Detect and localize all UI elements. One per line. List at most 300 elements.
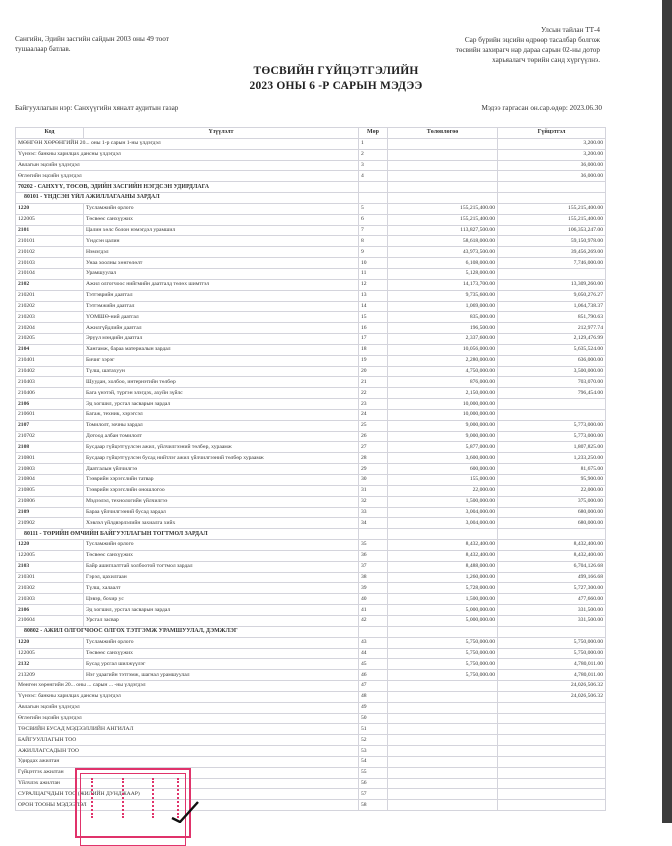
actual-cell: 636,000.00 [498,355,606,366]
table-row [16,583,606,594]
code-cell: 2103 [16,561,84,572]
table-row [16,420,606,431]
row-number-cell: 23 [359,399,388,410]
plan-cell: 58,618,000.00 [388,236,498,247]
table-body [16,138,606,810]
plan-cell: 155,215,400.00 [388,203,498,214]
actual-cell [498,767,606,778]
row-number-cell: 53 [359,746,388,757]
table-row [16,746,606,757]
code-cell: 210803 [16,464,84,475]
actual-cell [498,268,606,279]
code-cell: 210102 [16,247,84,258]
indicator-cell: Унаа хоолны хөнгөлөлт [84,258,359,269]
plan-cell [388,182,498,193]
col-header-actual: Гүйцэтгэл [498,128,606,139]
subsection-heading: 80802 - АЖИЛ ОЛГОГЧООС ОЛГОХ ТЭТГЭМЖ УРАМШУУЛАЛ, ДЭМЖЛЭГ [16,626,359,637]
actual-cell: 331,500.00 [498,605,606,616]
actual-cell: 24,026,506.32 [498,681,606,692]
approval-line-1: Сангийн, Эдийн засгийн сайдын 2003 оны 49 тоот [15,35,169,43]
indicator-cell: Цэвэр, бохир ус [84,594,359,605]
actual-cell: 680,000.00 [498,507,606,518]
plan-cell: 5,750,000.00 [388,670,498,681]
code-cell: 122005 [16,214,84,225]
row-number-cell: 10 [359,258,388,269]
actual-cell: 3,500,000.00 [498,366,606,377]
actual-cell: 5,773,000.00 [498,431,606,442]
plan-cell: 1,069,000.00 [388,301,498,312]
table-row [16,225,606,236]
actual-cell: 8,432,400.00 [498,550,606,561]
table-row [16,431,606,442]
actual-cell: 1,233,250.00 [498,453,606,464]
row-number-cell [359,529,388,540]
row-number-cell: 38 [359,572,388,583]
code-cell: 210801 [16,453,84,464]
actual-cell [498,529,606,540]
indicator-cell: ОРОН ТООНЫ МЭДЭЭЛЭЛ [16,800,359,811]
actual-cell: 8,432,400.00 [498,540,606,551]
indicator-cell: Үйлчлэх ажилтан [16,778,359,789]
table-row [16,388,606,399]
row-number-cell: 3 [359,160,388,171]
actual-cell: 36,000.00 [498,160,606,171]
code-cell: 210202 [16,301,84,312]
indicator-cell: Бичиг хэрэг [84,355,359,366]
row-number-cell: 24 [359,409,388,420]
col-header-code: Код [16,128,84,139]
plan-cell: 9,000,000.00 [388,420,498,431]
actual-cell: 703,070.00 [498,377,606,388]
indicator-cell: Авлагын эцсийн үлдэгдэл [16,702,359,713]
actual-cell: 4,780,011.00 [498,670,606,681]
code-cell: 2132 [16,659,84,670]
actual-cell: 212,977.74 [498,323,606,334]
plan-cell: 10,000,000.00 [388,409,498,420]
actual-cell: 81,675.00 [498,464,606,475]
table-row [16,702,606,713]
indicator-cell: Үүнээс: банкны харилцах дансны үлдэгдэл [16,691,359,702]
actual-cell [498,409,606,420]
row-number-cell: 33 [359,507,388,518]
code-cell: 210205 [16,334,84,345]
actual-cell: 39,456,269.00 [498,247,606,258]
plan-cell: 113,827,500.00 [388,225,498,236]
actual-cell [498,182,606,193]
code-cell: 210302 [16,583,84,594]
row-number-cell [359,193,388,204]
actual-cell: 155,215,400.00 [498,203,606,214]
code-cell: 1220 [16,203,84,214]
budget-table [15,127,606,811]
code-cell: 210601 [16,409,84,420]
actual-cell [498,724,606,735]
row-number-cell: 34 [359,518,388,529]
actual-cell [498,702,606,713]
code-cell: 210201 [16,290,84,301]
indicator-cell: Урамшуулал [84,268,359,279]
plan-cell: 600,000.00 [388,464,498,475]
table-row [16,160,606,171]
indicator-cell: Даатгалын үйлчилгээ [84,464,359,475]
row-number-cell: 2 [359,149,388,160]
actual-cell: 106,353,247.00 [498,225,606,236]
row-number-cell: 37 [359,561,388,572]
code-cell: 2102 [16,279,84,290]
indicator-cell: Эд хогшил, урсгал засварын зардал [84,605,359,616]
plan-cell [388,626,498,637]
row-number-cell: 55 [359,767,388,778]
indicator-cell: Төсвөөс санхүүжих [84,648,359,659]
code-cell: 2106 [16,399,84,410]
table-row [16,550,606,561]
col-header-plan: Төлөвлөгөө [388,128,498,139]
stamp-script-column [152,778,160,818]
indicator-cell: ТӨСВИЙН БУСАД МЭДЭЭЛЛИЙН АНГИЛАЛ [16,724,359,735]
plan-cell: 1,500,000.00 [388,594,498,605]
table-row [16,540,606,551]
title-line-2: 2023 ОНЫ 6 -Р САРЫН МЭДЭЭ [249,80,423,92]
row-number-cell: 5 [359,203,388,214]
stamp-script-column [91,778,99,818]
row-number-cell: 8 [359,236,388,247]
plan-cell: 2,150,000.00 [388,388,498,399]
plan-cell [388,713,498,724]
plan-cell [388,149,498,160]
report-date: Мэдээ гаргасан он.сар.өдөр: 2023.06.30 [481,104,602,112]
plan-cell [388,735,498,746]
row-number-cell: 14 [359,301,388,312]
row-number-cell: 17 [359,334,388,345]
code-cell: 2107 [16,420,84,431]
code-cell: 210403 [16,377,84,388]
actual-cell [498,746,606,757]
plan-cell: 1,500,000.00 [388,496,498,507]
plan-cell: 22,000.00 [388,485,498,496]
table-row [16,138,606,149]
plan-cell: 10,000,000.00 [388,399,498,410]
table-row [16,290,606,301]
code-cell: 210301 [16,572,84,583]
section-heading: 70202 - САНХҮҮ, ТӨСӨВ, ЭДИЙН ЗАСГИЙН НЭГДСЭН УДИРДЛАГА [16,182,359,193]
code-cell: 210401 [16,355,84,366]
row-number-cell: 50 [359,713,388,724]
table-row [16,377,606,388]
indicator-cell: Үүнээс: банкны харилцах дансны үлдэгдэл [16,149,359,160]
row-number-cell: 9 [359,247,388,258]
row-number-cell: 35 [359,540,388,551]
actual-cell: 3,200.00 [498,149,606,160]
indicator-cell: Тэтгэмжийн даатгал [84,301,359,312]
row-number-cell: 18 [359,344,388,355]
indicator-cell: Төсвөөс санхүүжих [84,214,359,225]
table-row [16,334,606,345]
actual-cell [498,789,606,800]
actual-cell: 5,750,000.00 [498,648,606,659]
code-cell: 122005 [16,550,84,561]
plan-cell: 5,128,000.00 [388,268,498,279]
code-cell: 210902 [16,518,84,529]
row-number-cell: 27 [359,442,388,453]
plan-cell: 5,728,000.00 [388,583,498,594]
code-cell: 2108 [16,442,84,453]
document-title [0,64,672,94]
organization-name: Байгууллагын нэр: Санхүүгийн хяналт аудитын газар [15,104,179,112]
indicator-cell: Тусламжийн орлого [84,637,359,648]
plan-cell: 155,215,400.00 [388,214,498,225]
table-row [16,648,606,659]
indicator-cell: Тусламжийн орлого [84,540,359,551]
actual-cell: 680,000.00 [498,518,606,529]
actual-cell: 2,129,476.99 [498,334,606,345]
actual-cell: 5,727,300.00 [498,583,606,594]
table-row [16,247,606,258]
row-number-cell: 52 [359,735,388,746]
table-row [16,626,606,637]
actual-cell [498,193,606,204]
plan-cell: 155,000.00 [388,475,498,486]
indicator-cell: Тээврийн хэрэгслийн татвар [84,475,359,486]
actual-cell: 22,000.00 [498,485,606,496]
actual-cell [498,399,606,410]
plan-cell: 876,000.00 [388,377,498,388]
table-row [16,735,606,746]
table-row [16,507,606,518]
plan-cell [388,681,498,692]
plan-cell: 5,750,000.00 [388,637,498,648]
actual-cell [498,626,606,637]
row-number-cell: 1 [359,138,388,149]
table-row [16,713,606,724]
row-number-cell: 46 [359,670,388,681]
table-row [16,258,606,269]
indicator-cell: Байр ашиглалттай холбоотой тогтмол зардал [84,561,359,572]
plan-cell [388,767,498,778]
table-row [16,605,606,616]
plan-cell: 5,750,000.00 [388,648,498,659]
table-header-row [16,128,606,139]
page-edge-scrollbar [662,0,672,823]
indicator-cell: Түлш, халаалт [84,583,359,594]
plan-cell: 9,000,000.00 [388,431,498,442]
row-number-cell: 42 [359,615,388,626]
actual-cell: 155,215,400.00 [498,214,606,225]
code-cell: 2104 [16,344,84,355]
row-number-cell: 48 [359,691,388,702]
row-number-cell: 49 [359,702,388,713]
table-row [16,691,606,702]
table-row [16,301,606,312]
code-cell: 2101 [16,225,84,236]
plan-cell [388,138,498,149]
row-number-cell: 4 [359,171,388,182]
row-number-cell: 47 [359,681,388,692]
actual-cell: 4,780,011.00 [498,659,606,670]
table-row [16,475,606,486]
plan-cell: 5,750,000.00 [388,659,498,670]
indicator-cell: Бусдаар гүйцэтгүүлсэн бусад нийтлэг ажил үйлчилгээний төлбөр хураамж [84,453,359,464]
code-cell: 2106 [16,605,84,616]
row-number-cell: 22 [359,388,388,399]
indicator-cell: Шуудан, холбоо, интернэтийн төлбөр [84,377,359,388]
plan-cell [388,800,498,811]
row-number-cell: 6 [359,214,388,225]
row-number-cell: 29 [359,464,388,475]
table-row [16,442,606,453]
code-cell: 2109 [16,507,84,518]
indicator-cell: Бага үнэтэй, түргэн элэгдэх, ахуйн зүйлс [84,388,359,399]
row-number-cell: 40 [359,594,388,605]
plan-cell: 835,000.00 [388,312,498,323]
indicator-cell: Үндсэн цалин [84,236,359,247]
table-row [16,214,606,225]
indicator-cell: ҮОМШӨ-ний даатгал [84,312,359,323]
plan-cell [388,160,498,171]
indicator-cell: Бусдаар гүйцэтгүүлсэн ажил, үйлчилгээний төлбөр, хураамж [84,442,359,453]
indicator-cell: Эрүүл мэндийн даатгал [84,334,359,345]
actual-cell: 59,150,978.00 [498,236,606,247]
table-row [16,323,606,334]
actual-cell: 851,790.63 [498,312,606,323]
row-number-cell [359,182,388,193]
actual-cell: 95,900.00 [498,475,606,486]
plan-cell [388,746,498,757]
indicator-cell: Дотоод албан томилолт [84,431,359,442]
row-number-cell [359,626,388,637]
actual-cell: 5,773,000.00 [498,420,606,431]
actual-cell: 5,635,524.00 [498,344,606,355]
table-row [16,453,606,464]
row-number-cell: 36 [359,550,388,561]
actual-cell: 13,309,260.00 [498,279,606,290]
plan-cell [388,171,498,182]
table-row [16,366,606,377]
table-row [16,561,606,572]
plan-cell [388,691,498,702]
row-number-cell: 12 [359,279,388,290]
table-row [16,756,606,767]
plan-cell: 10,056,000.00 [388,344,498,355]
form-note-line-1: Сар бүрийн эцсийн өдрөөр тасалбар болгож [464,36,600,44]
code-cell: 210101 [16,236,84,247]
signature-mark [170,800,200,823]
form-note [456,25,600,65]
table-row [16,149,606,160]
actual-cell: 9,050,276.27 [498,290,606,301]
table-row [16,171,606,182]
row-number-cell: 11 [359,268,388,279]
plan-cell [388,756,498,767]
col-header-row: Мөр [359,128,388,139]
table-row [16,399,606,410]
plan-cell: 14,173,700.00 [388,279,498,290]
approval-line-2: тушаалаар батлав. [15,45,71,53]
indicator-cell: Бараа үйлчилгээний бусад зардал [84,507,359,518]
plan-cell: 8,432,400.00 [388,540,498,551]
indicator-cell: Нэг удаагийн тэтгэмж, шагнал урамшуулал [84,670,359,681]
row-number-cell: 44 [359,648,388,659]
indicator-cell: Гэрэл, цахилгаан [84,572,359,583]
approval-note [15,34,169,54]
row-number-cell: 39 [359,583,388,594]
plan-cell [388,789,498,800]
row-number-cell: 26 [359,431,388,442]
actual-cell: 36,000.00 [498,171,606,182]
row-number-cell: 15 [359,312,388,323]
table-row [16,182,606,193]
code-cell: 210804 [16,475,84,486]
row-number-cell: 45 [359,659,388,670]
code-cell: 210204 [16,323,84,334]
code-cell: 213209 [16,670,84,681]
code-cell: 210303 [16,594,84,605]
code-cell: 210702 [16,431,84,442]
indicator-cell: Авлагын эцсийн үлдэгдэл [16,160,359,171]
table-row [16,594,606,605]
actual-cell: 7,746,000.00 [498,258,606,269]
table-row [16,203,606,214]
table-row [16,409,606,420]
indicator-cell: Гүйцэтгэх ажилтан [16,767,359,778]
code-cell: 1220 [16,637,84,648]
indicator-cell: БАЙГУУЛЛАГЫН ТОО [16,735,359,746]
actual-cell: 24,026,506.32 [498,691,606,702]
indicator-cell: МӨНГӨН ХӨРӨНГИЙН 20... оны 1-р сарын 1-ны үлдэгдэл [16,138,359,149]
actual-cell: 499,166.68 [498,572,606,583]
plan-cell: 3,004,000.00 [388,518,498,529]
actual-cell: 375,000.00 [498,496,606,507]
actual-cell [498,735,606,746]
plan-cell: 3,004,000.00 [388,507,498,518]
row-number-cell: 28 [359,453,388,464]
plan-cell: 3,600,000.00 [388,453,498,464]
row-number-cell: 43 [359,637,388,648]
table-row [16,464,606,475]
indicator-cell: Хэвлэл үйлдвэрлэлийн захиалга хийх [84,518,359,529]
row-number-cell: 54 [359,756,388,767]
row-number-cell: 31 [359,485,388,496]
actual-cell: 331,500.00 [498,615,606,626]
row-number-cell: 41 [359,605,388,616]
plan-cell: 5,000,000.00 [388,605,498,616]
actual-cell: 1,064,738.37 [498,301,606,312]
plan-cell: 1,260,000.00 [388,572,498,583]
indicator-cell: Эд хогшил, урсгал засварын зардал [84,399,359,410]
indicator-cell: АЖИЛЛАГСАДЫН ТОО [16,746,359,757]
indicator-cell: Тэтгэврийн даатгал [84,290,359,301]
plan-cell: 196,500.00 [388,323,498,334]
plan-cell: 8,488,000.00 [388,561,498,572]
form-note-line-2: төсвийн захирагч нар дараа сарын 02-ны дотор [455,46,600,54]
table-row [16,496,606,507]
code-cell: 210103 [16,258,84,269]
code-cell: 210104 [16,268,84,279]
plan-cell: 4,750,000.00 [388,366,498,377]
table-row [16,312,606,323]
indicator-cell: Бусад урсгал шилжүүлэг [84,659,359,670]
indicator-cell: Ажил олгогчоос нийгмийн даатгалд төлөх шимтгэл [84,279,359,290]
row-number-cell: 13 [359,290,388,301]
plan-cell: 2,337,600.00 [388,334,498,345]
table-row [16,615,606,626]
indicator-cell: Хангамж, бараа материалын зардал [84,344,359,355]
indicator-cell: Мөнгөн хөрөнгийн 20... оны ... сарын ... -ны үлдэгдэл [16,681,359,692]
row-number-cell: 30 [359,475,388,486]
indicator-cell: Цалин хөлс болон нэмэгдэл урамшил [84,225,359,236]
indicator-cell: Түлш, шатахуун [84,366,359,377]
indicator-cell: Ажилгүйдлийн даатгал [84,323,359,334]
row-number-cell: 58 [359,800,388,811]
